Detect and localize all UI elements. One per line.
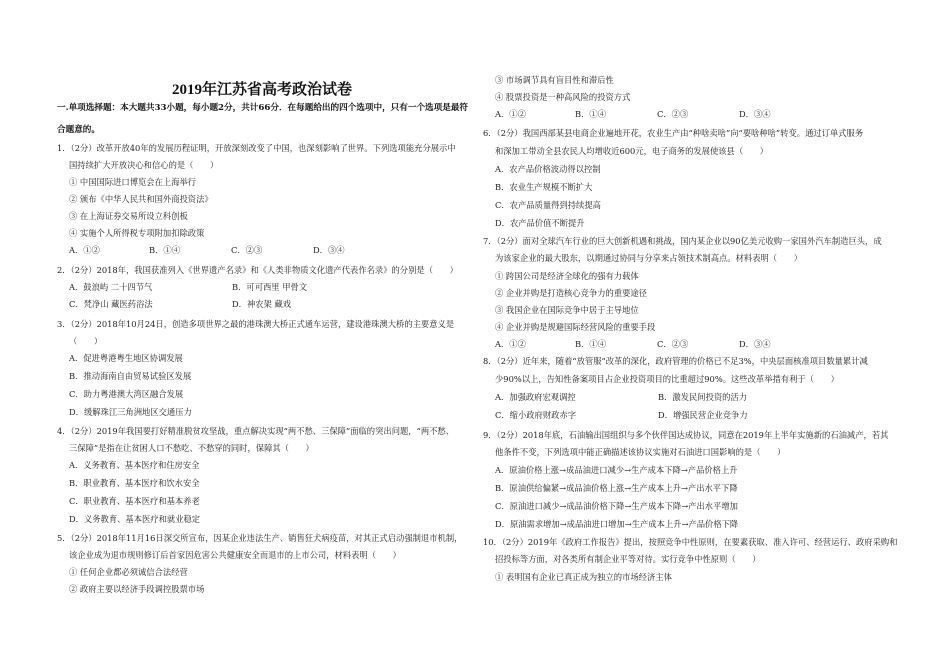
statement: ③ 在上海证券交易所设立科创板 (69, 211, 188, 221)
question-stem: 招投标等方面，对各类所有制企业平等对待。实行竞争中性原则（ ） (495, 554, 761, 564)
choice-c[interactable]: C．助力粤港澳大湾区融合发展 (69, 389, 184, 399)
question-stem: 少90%以上，告知性备案项目占企业投资项目的比重超过90%。这些改革举措有利于（ ） (495, 374, 839, 384)
choice-c[interactable]: C．②③ (231, 245, 263, 255)
choice-d[interactable]: D．③④ (313, 245, 345, 255)
question-stem: 10．（2分）2019年《政府工作报告》提出，按照竞争中性原则，在要素获取、准入许可、经营运行、政府采购和 (483, 537, 898, 547)
choice-b[interactable]: B．激发民间投资的活力 (658, 392, 748, 402)
choice-a[interactable]: A．促进粤港粤生地区协调发展 (69, 353, 183, 363)
question-stem: 和深加工带动全县农民人均增收近600元，电子商务的发展使该县（ ） (495, 146, 769, 156)
choice-c[interactable]: C．②③ (657, 109, 689, 119)
statement: ④ 实施个人所得税专项附加扣除政策 (69, 228, 205, 238)
choice-c[interactable]: C．职业教育、基本医疗和基本养老 (69, 496, 200, 506)
question-stem: 7．（2分）面对全球汽车行业的巨大创新机遇和挑战，国内某企业以90亿美元收购一家国外汽车制造巨头，成 (483, 236, 882, 246)
statement: ③ 我国企业在国际竞争中居于主导地位 (495, 305, 639, 315)
choice-d[interactable]: D．增强民营企业竞争力 (658, 410, 748, 420)
choice-b[interactable]: B．可可西里 甲骨文 (232, 282, 308, 292)
page-title: 2019年江苏省高考政治试卷 (171, 82, 352, 98)
question-stem: 为该家企业的最大股东，以期通过协同与分享来占领技术制高点。材料表明（ ） (495, 253, 802, 263)
choice-c[interactable]: C．缩小政府财政赤字 (495, 410, 577, 420)
choice-d[interactable]: D．③④ (739, 109, 771, 119)
question-stem: 1．（2分）改革开放40年的发展历程证明，开放深刻改变了中国，也深刻影响了世界。下列选项能充分展示中 (57, 143, 456, 153)
question-stem: 三保障”是指在让贫困人口不愁吃、不愁穿的同时，保障其（ ） (69, 443, 314, 453)
statement: ② 政府主要以经济手段调控股票市场 (69, 584, 205, 594)
choice-a[interactable]: A．①② (69, 245, 100, 255)
statement: ④ 股票投资是一种高风险的投资方式 (495, 92, 631, 102)
choice-a[interactable]: A．①② (495, 339, 526, 349)
statement: ① 任何企业都必须诚信合法经营 (69, 567, 188, 577)
statement: ① 表明国有企业已真正成为独立的市场经济主体 (495, 572, 672, 582)
choice-c[interactable]: C．②③ (657, 339, 689, 349)
choice-a[interactable]: A．鼓浪屿 二十四节气 (69, 282, 153, 292)
question-stem: 9．（2分）2018年底，石油输出国组织与多个伙伴国达成协议，同意在2019年上半年实施新的石油减产，若其 (483, 430, 889, 440)
question-stem: 8．（2分）近年来，随着“放管服”改革的深化，政府管理的价格已不足3%，中央层面核准项目数量累计减 (483, 356, 868, 366)
choice-d[interactable]: D．原油需求增加→成品油进口增加→生产成本上升→产品价格下降 (495, 519, 739, 529)
choice-b[interactable]: B．①④ (575, 109, 606, 119)
question-stem: 6．（2分）我国西部某县电商企业遍地开花，农业生产由“种啥卖啥”向“要啥种啥”转变。通过订单式服务 (483, 128, 864, 138)
question-stem: 2．（2分）2018年，我国获准列入《世界遗产名录》和《人类非物质文化遗产代表作名录》的分别是（ ） (57, 265, 458, 275)
choice-b[interactable]: B．职业教育、基本医疗和饮水安全 (69, 478, 200, 488)
statement: ① 跨国公司是经济全球化的强有力载体 (495, 271, 639, 281)
statement: ① 中国国际进口博览会在上海举行 (69, 177, 197, 187)
choice-c[interactable]: C．农产品质量得到持续提高 (495, 200, 601, 210)
choice-a[interactable]: A．农产品价格波动得以控制 (495, 164, 601, 174)
choice-d[interactable]: D．神农架 藏戏 (232, 299, 292, 309)
question-stem: 4．（2分）2019年我国要打好精准脱贫攻坚战，重点解决实现“两不愁、三保障”面临的突出问题，“两不愁、 (57, 426, 455, 436)
choice-a[interactable]: A．义务教育、基本医疗和住房安全 (69, 460, 200, 470)
choice-b[interactable]: B．①④ (575, 339, 606, 349)
choice-d[interactable]: D．缓解珠江三角洲地区交通压力 (69, 407, 192, 417)
statement: ② 颁布《中华人民共和国外商投资法》 (69, 194, 213, 204)
question-stem: 5．（2分）2018年11月16日深交所宣布，因某企业违法生产、销售狂犬病疫苗，对其正式启动强制退市机制， (57, 533, 463, 543)
section-heading-line1: 一.单项选择题：本大题共33小题，每小题2分，共计66分．在每题给出的四个选项中，只有一个选项是最符 (57, 103, 469, 113)
choice-b[interactable]: B．原油供给偏紧→成品油价格上涨→生产成本上升→产出水平下降 (495, 483, 738, 493)
choice-b[interactable]: B．农业生产规模不断扩大 (495, 182, 593, 192)
choice-d[interactable]: D．农产品价值不断提升 (495, 218, 585, 228)
choice-d[interactable]: D．③④ (739, 339, 771, 349)
question-stem: 他条件不变，下列选项中能正确描述该协议实施对石油进口国影响的是（ ） (495, 447, 786, 457)
choice-a[interactable]: A．原油价格上涨→成品油进口减少→生产成本下降→产品价格上升 (495, 465, 738, 475)
choice-b[interactable]: B．推动海南自由贸易试验区发展 (69, 371, 192, 381)
question-stem: 该企业成为退市规则修订后首家因危害公共健康安全而退市的上市公司，材料表明（ ） (69, 550, 401, 560)
question-stem: 3．（2分）2018年10月24日，创造多项世界之最的港珠澳大桥正式通车运营，建设港珠澳大桥的主要意义是 (57, 319, 455, 329)
statement: ④ 企业并购是规避国际经营风险的重要手段 (495, 322, 656, 332)
choice-d[interactable]: D．义务教育、基本医疗和就业稳定 (69, 514, 201, 524)
choice-a[interactable]: A．①② (495, 109, 526, 119)
statement: ② 企业并购是打造核心竞争力的重要途径 (495, 288, 647, 298)
question-stem: （ ） (69, 336, 103, 346)
choice-c[interactable]: C．原油进口减少→成品油价格下降→生产成本下降→产出水平增加 (495, 501, 738, 511)
choice-c[interactable]: C．梵净山 藏医药浴法 (69, 299, 153, 309)
choice-a[interactable]: A．加强政府宏观调控 (495, 392, 576, 402)
question-stem: 国持续扩大开放决心和信心的是（ ） (69, 160, 219, 170)
statement: ③ 市场调节具有盲目性和滞后性 (495, 75, 614, 85)
choice-b[interactable]: B．①④ (149, 245, 180, 255)
section-heading-line2: 合题意的。 (57, 125, 100, 135)
